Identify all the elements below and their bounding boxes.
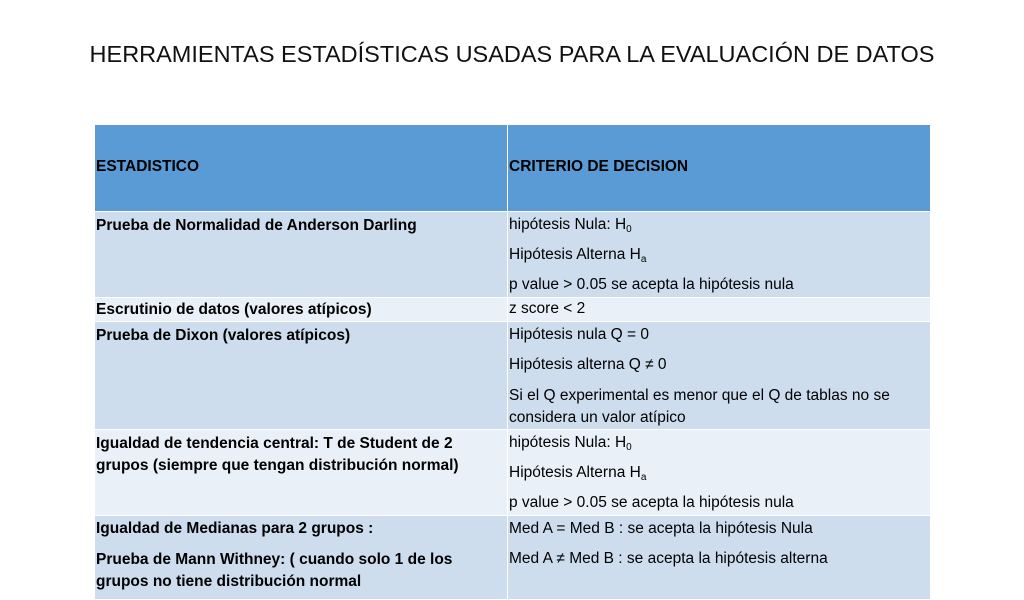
criteria-line: Si el Q experimental es menor que el Q de tablas no se considera un valor atípico	[509, 387, 890, 426]
criteria-line: hipótesis Nula: $H_0$	[509, 216, 632, 235]
criteria-line: Hipótesis Alterna $H_a$	[509, 246, 647, 265]
table-row	[95, 322, 931, 430]
criteria-line: p value > 0.05 se acepta la hipótesis nula	[509, 494, 794, 511]
statistic-cell	[95, 516, 508, 600]
statistic-text: Igualdad de tendencia central: T de Student de 2 grupos (siempre que tengan distribución normal)	[96, 435, 459, 474]
statistic-text: Prueba de Normalidad de Anderson Darling	[96, 217, 417, 234]
statistics-table	[94, 124, 931, 600]
criteria-cell	[508, 322, 931, 430]
criteria-line: p value > 0.05 se acepta la hipótesis nula	[509, 276, 794, 293]
table-row	[95, 298, 931, 322]
table-row	[95, 430, 931, 516]
statistic-cell	[95, 212, 508, 298]
statistic-cell	[95, 430, 508, 516]
criteria-line: z score < 2	[509, 300, 586, 317]
criteria-cell	[508, 430, 931, 516]
statistic-cell	[95, 322, 508, 430]
statistic-text: Prueba de Dixon (valores atípicos)	[96, 327, 351, 344]
criteria-line: Med A = Med B : se acepta la hipótesis Nula	[509, 520, 813, 537]
criteria-line: Hipótesis Alterna $H_a$	[509, 464, 647, 483]
criteria-cell	[508, 298, 931, 322]
statistic-text: Igualdad de Medianas para 2 grupos :	[96, 520, 374, 537]
table-header-row	[95, 125, 931, 212]
criteria-line: Med A ≠ Med B : se acepta la hipótesis alterna	[509, 550, 828, 567]
criteria-line: Hipótesis alterna Q ≠ 0	[509, 356, 667, 373]
statistic-text: Prueba de Mann Withney: ( cuando solo 1 de los grupos no tiene distribución normal	[96, 551, 453, 590]
statistic-cell	[95, 298, 508, 322]
header-decision-criteria: CRITERIO DE DECISION	[508, 125, 931, 212]
table-row	[95, 516, 931, 600]
header-statistic: ESTADISTICO	[95, 125, 508, 212]
criteria-cell	[508, 516, 931, 600]
statistic-text: Escrutinio de datos (valores atípicos)	[96, 301, 372, 318]
criteria-line: hipótesis Nula: $H_0$	[509, 434, 632, 453]
slide-title: HERRAMIENTAS ESTADÍSTICAS USADAS PARA LA EVALUACIÓN DE DATOS	[89, 41, 935, 67]
criteria-line: Hipótesis nula Q = 0	[509, 326, 650, 343]
table-row	[95, 212, 931, 298]
criteria-cell	[508, 212, 931, 298]
